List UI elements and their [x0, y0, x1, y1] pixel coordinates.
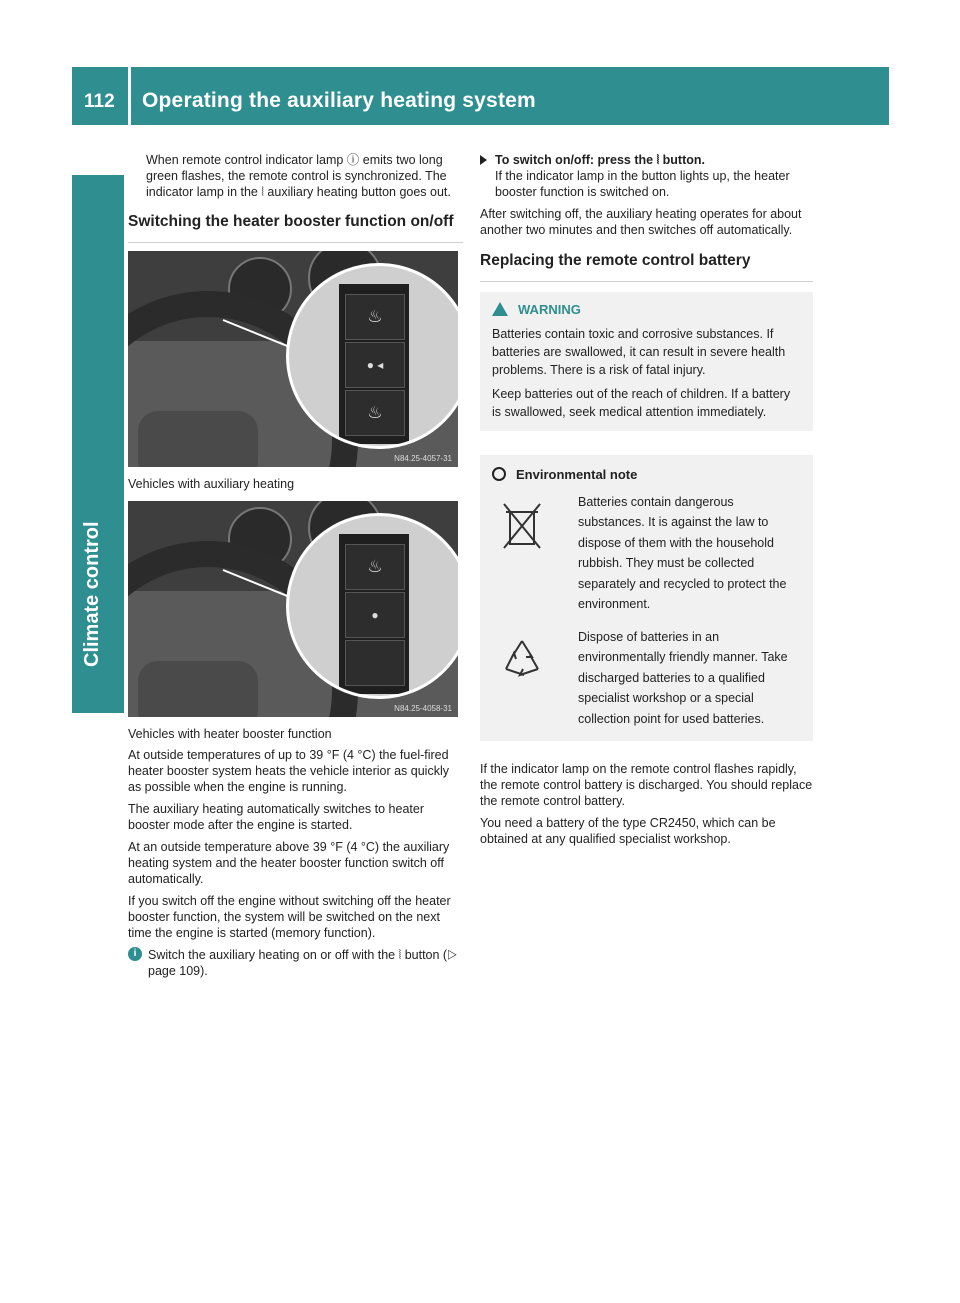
indicator-dot: ●	[345, 592, 405, 638]
paragraph: At outside temperatures of up to 39 °F (4 °C) the fuel-fired heater booster system heats the vehicle interior as quickly as possible when the engine is running.	[128, 748, 449, 794]
page-header	[72, 67, 889, 125]
warning-title-text: WARNING	[518, 301, 581, 317]
environmental-text: Dispose of batteries in an environmentally friendly manner. Take discharged batteries to a qualified specialist workshop or a special collection point for used batteries.	[578, 629, 788, 726]
figure-ref: N84.25-4058-31	[394, 704, 452, 713]
step-text: To switch on/off: press the ⦚ button.	[495, 153, 706, 167]
info-icon: i	[128, 947, 142, 961]
info-text: Switch the auxiliary heating on or off with the ⦚ button (▷ page 109).	[148, 948, 458, 978]
zoom-circle	[286, 263, 458, 449]
section-heading-booster: Switching the heater booster function on/off	[128, 213, 454, 230]
paragraph: You need a battery of the type CR2450, which can be obtained at any qualified specialist workshop.	[480, 816, 776, 846]
paragraph: If the indicator lamp on the remote control flashes rapidly, the remote control battery is discharged. You should replace the remote control battery.	[480, 762, 813, 808]
steering-hub	[138, 411, 258, 467]
indicator-dots: ● ◂	[345, 342, 405, 388]
booster-button: ♨	[345, 544, 405, 590]
header-divider	[128, 67, 131, 125]
warning-text: Keep batteries out of the reach of children. If a battery is swallowed, seek medical attention immediately.	[492, 386, 791, 419]
intro-paragraph: When remote control indicator lamp ⓘ emits two long green flashes, the remote control is synchronized. The indicator lamp in the ⦚ auxiliary heating button goes out.	[146, 153, 451, 199]
environmental-item	[492, 627, 801, 730]
environmental-item	[492, 492, 801, 615]
page-number: 112	[84, 91, 115, 112]
info-note	[128, 947, 463, 979]
section-heading-battery: Replacing the remote control battery	[480, 251, 751, 269]
instruction-step	[480, 152, 813, 168]
booster-button: ♨	[345, 390, 405, 436]
environmental-text: Batteries contain dangerous substances. It is against the law to dispose of them with the household rubbish. They must be collected separately and recycled to protect the environment.	[578, 494, 787, 611]
warning-box	[480, 292, 813, 431]
environmental-note	[480, 455, 813, 742]
figure-heater-booster	[128, 501, 458, 717]
after-paragraph: After switching off, the auxiliary heating operates for about another two minutes and then switches off automatically.	[480, 207, 802, 237]
warning-triangle-icon	[492, 302, 508, 316]
step-result: If the indicator lamp in the button lights up, the heater booster function is switched on.	[495, 169, 790, 199]
paragraph: At an outside temperature above 39 °F (4 °C) the auxiliary heating system and the heater booster function switch off automatically.	[128, 840, 450, 886]
crossed-out-bin-icon	[492, 492, 552, 615]
step-arrow-icon	[480, 155, 487, 165]
blank-button	[345, 640, 405, 686]
figure-ref: N84.25-4057-31	[394, 454, 452, 463]
figure-caption: Vehicles with auxiliary heating	[128, 477, 295, 491]
right-column	[480, 152, 813, 853]
page-title: Operating the auxiliary heating system	[142, 89, 536, 112]
paragraph: If you switch off the engine without switching off the heater booster function, the system will be switched on the next time the engine is started (memory function).	[128, 894, 451, 940]
steering-hub	[138, 661, 258, 717]
figure-caption: Vehicles with heater booster function	[128, 727, 332, 741]
section-label-text: Climate control	[81, 521, 103, 667]
left-column	[128, 152, 463, 979]
zoom-circle	[286, 513, 458, 699]
button-panel	[339, 534, 409, 694]
lightbulb-icon	[492, 467, 506, 481]
heating-button: ♨	[345, 294, 405, 340]
warning-title	[492, 302, 801, 317]
button-panel	[339, 284, 409, 444]
recycling-icon	[492, 627, 552, 730]
divider	[128, 242, 463, 243]
paragraph: The auxiliary heating automatically switches to heater booster mode after the engine is started.	[128, 802, 424, 832]
environmental-note-title-text: Environmental note	[516, 466, 638, 482]
environmental-note-title	[492, 467, 801, 482]
divider	[480, 281, 813, 282]
warning-text: Batteries contain toxic and corrosive substances. If batteries are swallowed, it can result in severe health problems. There is a risk of fatal injury.	[492, 326, 786, 377]
figure-auxiliary-heating	[128, 251, 458, 467]
